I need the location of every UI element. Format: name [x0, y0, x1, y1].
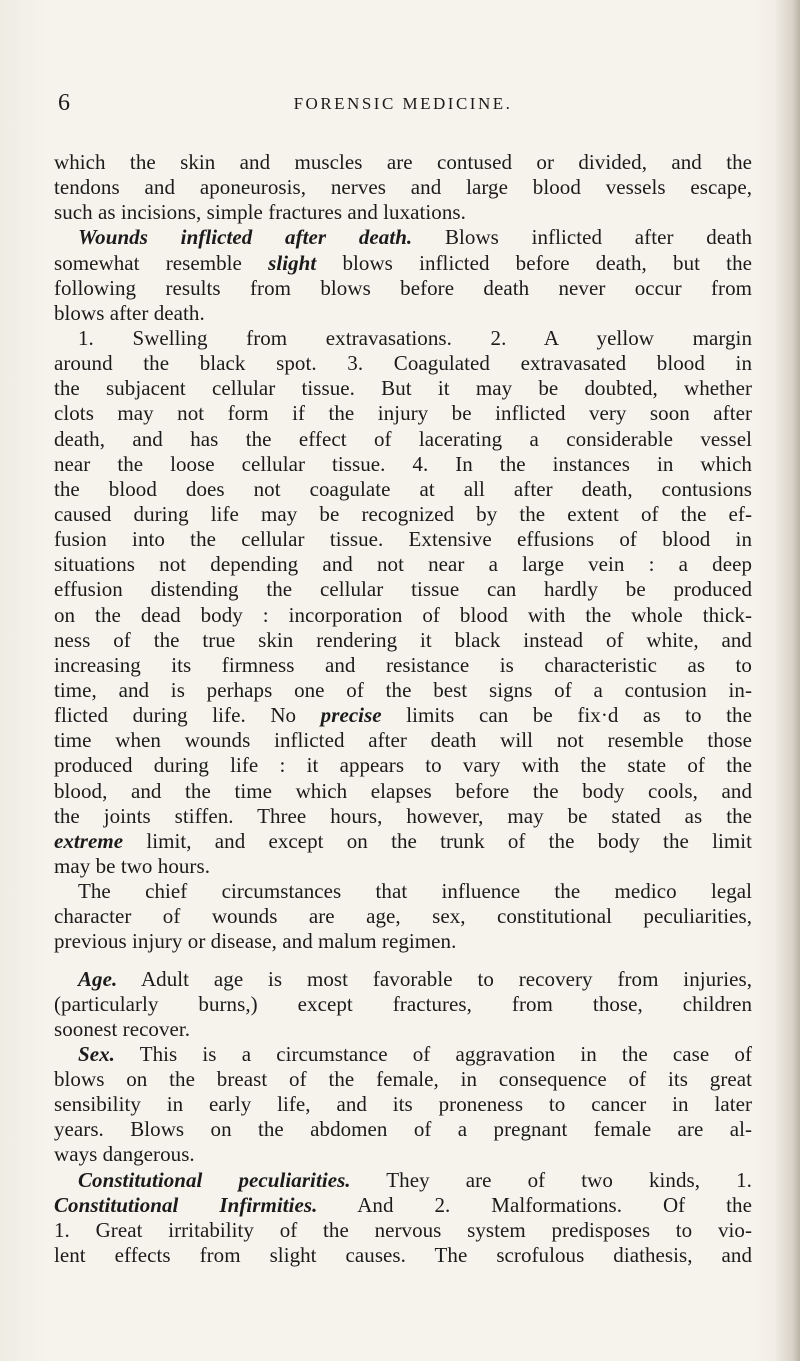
text-line	[54, 904, 752, 929]
text-run: The chief circumstances that influence the medico legal	[78, 879, 752, 904]
text-line	[54, 854, 752, 879]
text-line	[54, 879, 752, 904]
italic-phrase: Constitutional peculiarities.	[78, 1167, 351, 1192]
text-run: Blows inflicted after death	[412, 225, 752, 250]
text-run: blood, and the time which elapses before the body cools, and	[54, 778, 752, 803]
text-line	[54, 653, 752, 678]
text-line	[54, 967, 752, 992]
text-run: character of wounds are age, sex, constitutional peculiarities,	[54, 904, 752, 929]
text-line	[54, 527, 752, 552]
text-run: years. Blows on the abdomen of a pregnant female are al-	[54, 1117, 752, 1142]
text-run: increasing its firmness and resistance is characteristic as to	[54, 652, 752, 677]
text-line	[54, 628, 752, 653]
text-run: limits can be fix·d as to the	[381, 703, 752, 728]
text-line	[54, 175, 752, 200]
text-line	[54, 552, 752, 577]
italic-phrase: extreme	[54, 828, 124, 853]
text-line	[54, 376, 752, 401]
text-run: somewhat resemble	[54, 250, 269, 275]
italic-phrase: slight	[268, 250, 317, 275]
text-run: 1. Great irritability of the nervous system predisposes to vio-	[54, 1217, 752, 1242]
text-line	[54, 1092, 752, 1117]
text-run: time when wounds inflicted after death will not resemble those	[54, 728, 752, 753]
running-head	[58, 88, 748, 118]
text-run: 1. Swelling from extravasations. 2. A yellow margin	[78, 325, 752, 350]
text-line	[54, 1243, 752, 1268]
text-line	[54, 351, 752, 376]
paragraph-gap	[54, 955, 752, 967]
text-line	[54, 929, 752, 954]
text-run: the blood does not coagulate at all after death, contusions	[54, 476, 752, 501]
text-run: Adult age is most favorable to recovery from injuries,	[117, 966, 752, 991]
text-line	[54, 477, 752, 502]
italic-phrase: Sex.	[78, 1041, 115, 1066]
text-line	[54, 301, 752, 326]
text-line	[54, 1042, 752, 1067]
text-run: caused during life may be recognized by the extent of the ef-	[54, 501, 752, 526]
text-run: sensibility in early life, and its proneness to cancer in later	[54, 1092, 752, 1117]
text-run: such as incisions, simple fractures and luxations.	[54, 200, 466, 225]
text-run: effusion distending the cellular tissue can hardly be produced	[54, 577, 752, 602]
text-line	[54, 502, 752, 527]
text-line	[54, 200, 752, 225]
text-line	[54, 603, 752, 628]
text-run: soonest recover.	[54, 1016, 191, 1041]
italic-phrase: Wounds inflicted after death.	[78, 225, 413, 250]
text-run: (particularly burns,) except fractures, from those, children	[54, 991, 752, 1016]
text-run: This is a circumstance of aggravation in the case of	[114, 1041, 752, 1066]
text-line	[54, 276, 752, 301]
page-number: 6	[58, 90, 70, 116]
text-line	[54, 577, 752, 602]
text-line	[54, 829, 752, 854]
text-line	[54, 804, 752, 829]
text-run: ways dangerous.	[54, 1142, 195, 1167]
text-run: produced during life : it appears to vary with the state of the	[54, 753, 752, 778]
text-line	[54, 1168, 752, 1193]
text-line	[54, 753, 752, 778]
text-line	[54, 1218, 752, 1243]
text-line	[54, 779, 752, 804]
text-run: following results from blows before death never occur from	[54, 275, 752, 300]
text-line	[54, 1017, 752, 1042]
text-run: limit, and except on the trunk of the body the limit	[123, 828, 752, 853]
text-line	[54, 728, 752, 753]
text-line	[54, 150, 752, 175]
italic-phrase: Age.	[78, 966, 118, 991]
text-line	[54, 401, 752, 426]
text-run: blows on the breast of the female, in consequence of its great	[54, 1067, 752, 1092]
text-line	[54, 452, 752, 477]
text-run: fusion into the cellular tissue. Extensive effusions of blood in	[54, 527, 752, 552]
running-title: FORENSIC MEDICINE.	[293, 94, 513, 113]
text-run: time, and is perhaps one of the best signs of a contusion in-	[54, 677, 752, 702]
text-run: the joints stiffen. Three hours, however, may be stated as the	[54, 803, 752, 828]
text-line	[54, 1117, 752, 1142]
text-run: They are of two kinds, 1.	[350, 1167, 752, 1192]
text-line	[54, 225, 752, 250]
text-run: And 2. Malformations. Of the	[317, 1192, 752, 1217]
text-run: flicted during life. No	[54, 703, 321, 728]
page-edge-shadow	[774, 0, 800, 1361]
italic-phrase: Constitutional Infirmities.	[54, 1192, 318, 1217]
text-run: the subjacent cellular tissue. But it may be doubted, whether	[54, 376, 752, 401]
text-line	[54, 1193, 752, 1218]
text-line	[54, 1067, 752, 1092]
text-run: near the loose cellular tissue. 4. In the instances in which	[54, 451, 752, 476]
text-run: around the black spot. 3. Coagulated extravasated blood in	[54, 351, 752, 376]
text-run: previous injury or disease, and malum regimen.	[54, 929, 457, 954]
text-run: blows after death.	[54, 300, 205, 325]
text-run: blows inflicted before death, but the	[316, 250, 752, 275]
text-run: clots may not form if the injury be inflicted very soon after	[54, 401, 752, 426]
text-line	[54, 678, 752, 703]
text-run: death, and has the effect of lacerating a considerable vessel	[54, 426, 752, 451]
text-line	[54, 703, 752, 728]
text-line	[54, 326, 752, 351]
text-run: situations not depending and not near a large vein : a deep	[54, 552, 752, 577]
text-line	[54, 251, 752, 276]
text-run: may be two hours.	[54, 853, 210, 878]
text-run: lent effects from slight causes. The scrofulous diathesis, and	[54, 1243, 752, 1268]
text-run: on the dead body : incorporation of blood with the whole thick-	[54, 602, 752, 627]
text-run: which the skin and muscles are contused or divided, and the	[54, 150, 752, 174]
text-run: ness of the true skin rendering it black instead of white, and	[54, 627, 752, 652]
text-line	[54, 992, 752, 1017]
text-line	[54, 1142, 752, 1167]
body-text	[54, 150, 752, 1268]
text-line	[54, 427, 752, 452]
text-run: tendons and aponeurosis, nerves and large blood vessels escape,	[54, 175, 752, 200]
italic-phrase: precise	[320, 703, 382, 728]
